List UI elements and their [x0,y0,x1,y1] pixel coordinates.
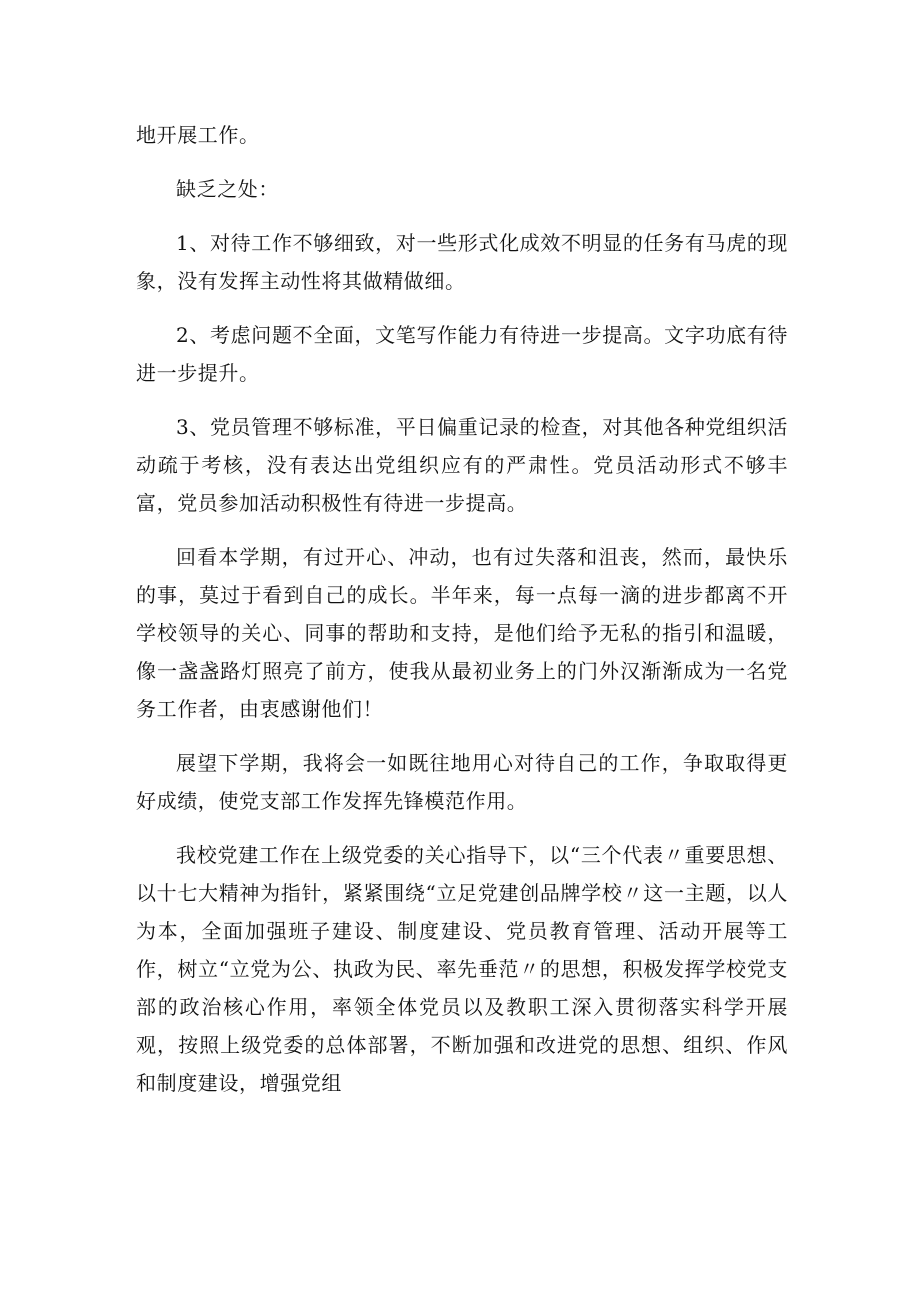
paragraph-shortcoming-2: 2、考虑问题不全面，文笔写作能力有待进一步提高。文字功底有待进一步提升。 [136,323,788,385]
paragraph-continuation: 地开展工作。 [136,123,260,147]
document-body [136,116,788,1102]
paragraph-shortcoming-1: 1、对待工作不够细致，对一些形式化成效不明显的任务有马虎的现象，没有发挥主动性将其做精做细。 [136,231,788,293]
paragraph-party-building: 我校党建工作在上级党委的关心指导下，以“三个代表〃重要思想、以十七大精神为指针，紧紧围绕“立足党建创品牌学校〃这一主题，以人为本，全面加强班子建设、制度建设、党员教育管理、活动开展等工作，树立“立党为公、执政为民、率先垂范〃的思想，积极发挥学校党支部的政治核心作用，率领全体党员以及教职工深入贯彻落实科学开展观，按照上级党委的总体部署，不断加强和改进党的思想、组织、作风和制度建设，增强党组 [136,843,788,1095]
paragraph-review: 回看本学期，有过开心、冲动，也有过失落和沮丧，然而，最快乐的事，莫过于看到自己的成长。半年来，每一点每一滴的进步都离不开学校领导的关心、同事的帮助和支持，是他们给予无私的指引和温暖，像一盏盏路灯照亮了前方，使我从最初业务上的门外汉渐渐成为一名党务工作者，由衷感谢他们！ [136,545,788,721]
paragraph-shortcoming-3: 3、党员管理不够标准，平日偏重记录的检查，对其他各种党组织活动疏于考核，没有表达出党组织应有的严肃性。党员活动形式不够丰富，党员参加活动积极性有待进一步提高。 [136,415,788,515]
paragraph-outlook: 展望下学期，我将会一如既往地用心对待自己的工作，争取取得更好成绩，使党支部工作发挥先锋模范作用。 [136,751,788,813]
paragraph-shortcomings-heading: 缺乏之处： [176,177,279,201]
